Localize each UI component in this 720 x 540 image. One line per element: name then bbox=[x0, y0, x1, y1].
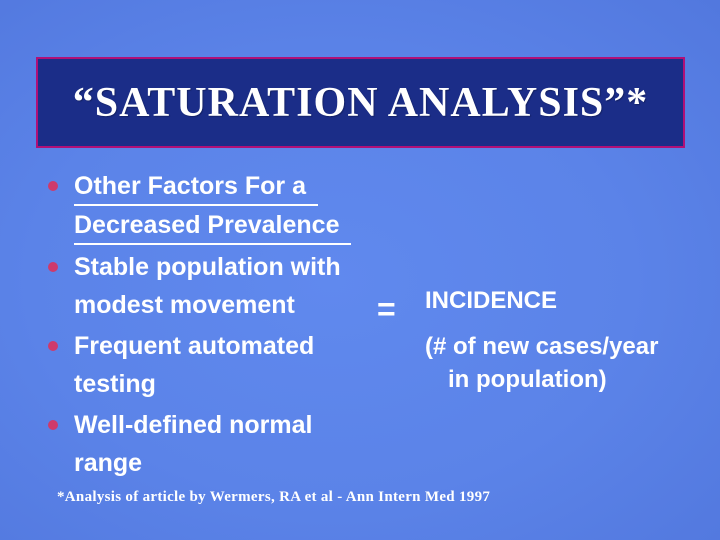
bullet-dot-icon bbox=[48, 181, 58, 191]
bullet-text-line: Decreased Prevalence bbox=[74, 207, 351, 245]
bullet-dot-icon bbox=[48, 420, 58, 430]
bullet-text-line: Well-defined normal bbox=[74, 411, 313, 439]
bullet-text-line: testing bbox=[74, 370, 156, 398]
bullet-item-other-factors bbox=[40, 167, 385, 245]
bullet-text-line: Stable population with bbox=[74, 253, 341, 281]
incidence-definition-line2: in population) bbox=[448, 366, 607, 393]
bullet-item-stable-population bbox=[40, 248, 385, 324]
bullet-item-normal-range bbox=[40, 406, 385, 482]
footnote-citation: *Analysis of article by Wermers, RA et al - Ann Intern Med 1997 bbox=[57, 489, 491, 505]
incidence-block bbox=[425, 288, 705, 396]
equals-sign: = bbox=[377, 291, 396, 327]
bullet-text-line: range bbox=[74, 449, 143, 477]
bullet-text-line: Frequent automated bbox=[74, 332, 315, 360]
bullet-dot-icon bbox=[48, 262, 58, 272]
bullet-dot-icon bbox=[48, 341, 58, 351]
bullet-item-frequent-testing bbox=[40, 327, 385, 403]
slide-title-box bbox=[36, 57, 685, 148]
incidence-heading: INCIDENCE bbox=[425, 287, 558, 314]
bullet-text-line: Other Factors For a bbox=[74, 168, 318, 206]
bullet-text-line: modest movement bbox=[74, 291, 295, 319]
bullet-list bbox=[40, 167, 385, 485]
slide-title: “SATURATION ANALYSIS”* bbox=[72, 79, 649, 126]
incidence-definition-line1: (# of new cases/year bbox=[425, 333, 659, 360]
